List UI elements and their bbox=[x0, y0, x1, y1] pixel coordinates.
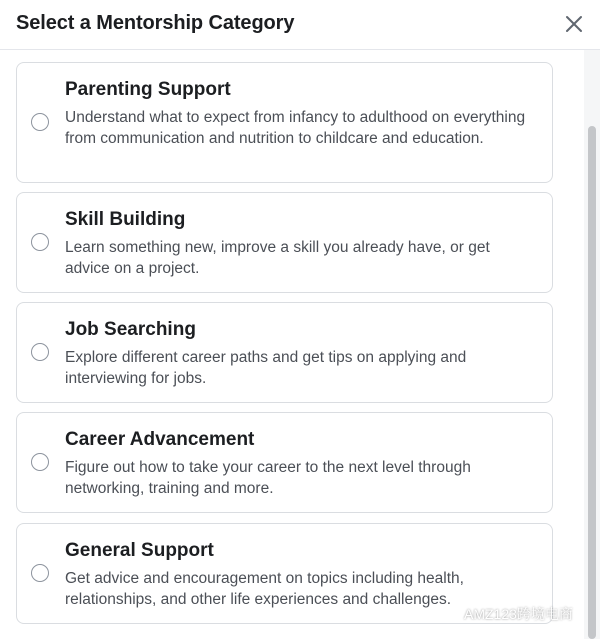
dialog-header bbox=[0, 0, 600, 50]
watermark bbox=[440, 603, 573, 625]
category-option-job-searching[interactable] bbox=[16, 302, 553, 403]
category-option-parenting-support[interactable] bbox=[16, 62, 553, 183]
radio-button[interactable] bbox=[31, 113, 49, 131]
option-description: Understand what to expect from infancy to adulthood on everything from communication and nutrition to childcare and education. bbox=[65, 109, 526, 147]
option-description: Figure out how to take your career to the next level through networking, training and more. bbox=[65, 459, 471, 497]
option-description: Get advice and encouragement on topics including health, relationships, and other life experiences and challenges. bbox=[65, 570, 464, 608]
wechat-icon bbox=[440, 604, 460, 624]
scrollbar-thumb[interactable] bbox=[588, 126, 596, 639]
radio-button[interactable] bbox=[31, 564, 49, 582]
scrollbar[interactable] bbox=[584, 50, 600, 639]
category-list bbox=[0, 50, 584, 639]
category-option-skill-building[interactable] bbox=[16, 192, 553, 293]
radio-button[interactable] bbox=[31, 343, 49, 361]
radio-button[interactable] bbox=[31, 233, 49, 251]
option-description: Learn something new, improve a skill you already have, or get advice on a project. bbox=[65, 239, 490, 277]
radio-button[interactable] bbox=[31, 453, 49, 471]
option-title: Job Searching bbox=[65, 319, 196, 340]
option-title: Skill Building bbox=[65, 209, 186, 230]
dialog-title: Select a Mentorship Category bbox=[16, 12, 295, 34]
option-title: Career Advancement bbox=[65, 429, 255, 450]
option-title: Parenting Support bbox=[65, 79, 231, 100]
close-icon bbox=[562, 12, 586, 36]
category-option-career-advancement[interactable] bbox=[16, 412, 553, 513]
option-description: Explore different career paths and get tips on applying and interviewing for jobs. bbox=[65, 349, 467, 387]
close-button[interactable] bbox=[562, 12, 586, 36]
option-title: General Support bbox=[65, 540, 214, 561]
watermark-text: AMZ123跨境电商 bbox=[464, 606, 573, 622]
